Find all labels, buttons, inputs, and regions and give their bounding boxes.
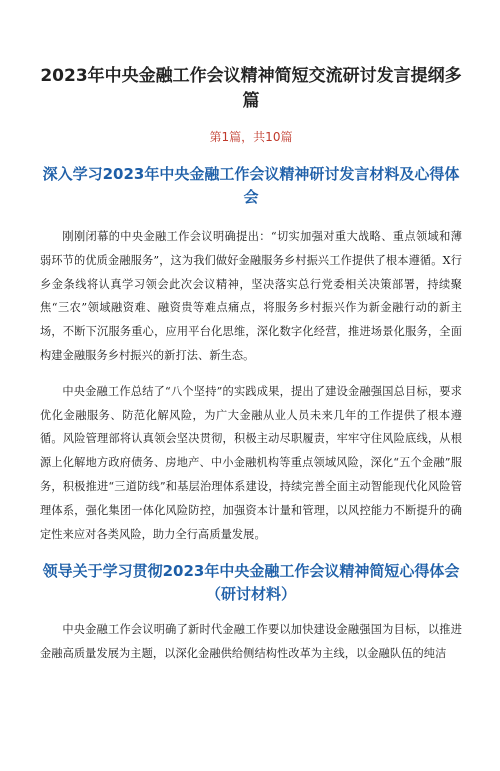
section-2-paragraph-1: 中央金融工作会议明确了新时代金融工作要以加快建设金融强国为目标，以推进金融高质量发展为主题，以深化金融供给侧结构性改革为主线，以金融队伍的纯洁: [40, 623, 462, 661]
section-1-paragraph-1: 刚刚闭幕的中央金融工作会议明确提出：“切实加强对重大战略、重点领域和薄弱环节的优质金融服务”，这为我们做好金融服务乡村振兴工作提供了根本遵循。X行乡金条线将认真学习领会此次会议精神，坚决落实总行党委相关决策部署，持续聚焦“三农”领域融资难、融资贵等难点痛点，将服务乡村振兴作为新金融行动的新主场，不断下沉服务重心，应用平台化思维，深化数字化经营，推进场景化服务，全面构建金融服务乡村振兴的新打法、新生态。: [40, 230, 462, 362]
section-1-paragraph-2: 中央金融工作总结了“八个坚持”的实践成果，提出了建设金融强国总目标，要求优化金融服务、防范化解风险，为广大金融从业人员未来几年的工作提供了根本遵循。风险管理部将认真领会坚决贯彻，积极主动尽职履责，牢牢守住风险底线，从根源上化解地方政府债务、房地产、中小金融机构等重点领域风险，深化“五个金融”服务，积极推进“三道防线”和基层治理体系建设，持续完善全面主动智能现代化风险管理体系，强化集团一体化风险防控，加强资本计量和管理，以风控能力不断提升的确定性来应对各类风险，助力全行高质量发展。: [40, 384, 462, 541]
document-title: 2023年中央金融工作会议精神简短交流研讨发言提纲多篇: [40, 66, 462, 111]
section-2-heading: 领导关于学习贯彻2023年中央金融工作会议精神简短心得体会（研讨材料）: [42, 562, 460, 604]
document-page: [0, 64, 500, 771]
section-1-heading: 深入学习2023年中央金融工作会议精神研讨发言材料及心得体会: [42, 165, 460, 206]
document-subtitle: 第1篇，共10篇: [209, 130, 293, 144]
